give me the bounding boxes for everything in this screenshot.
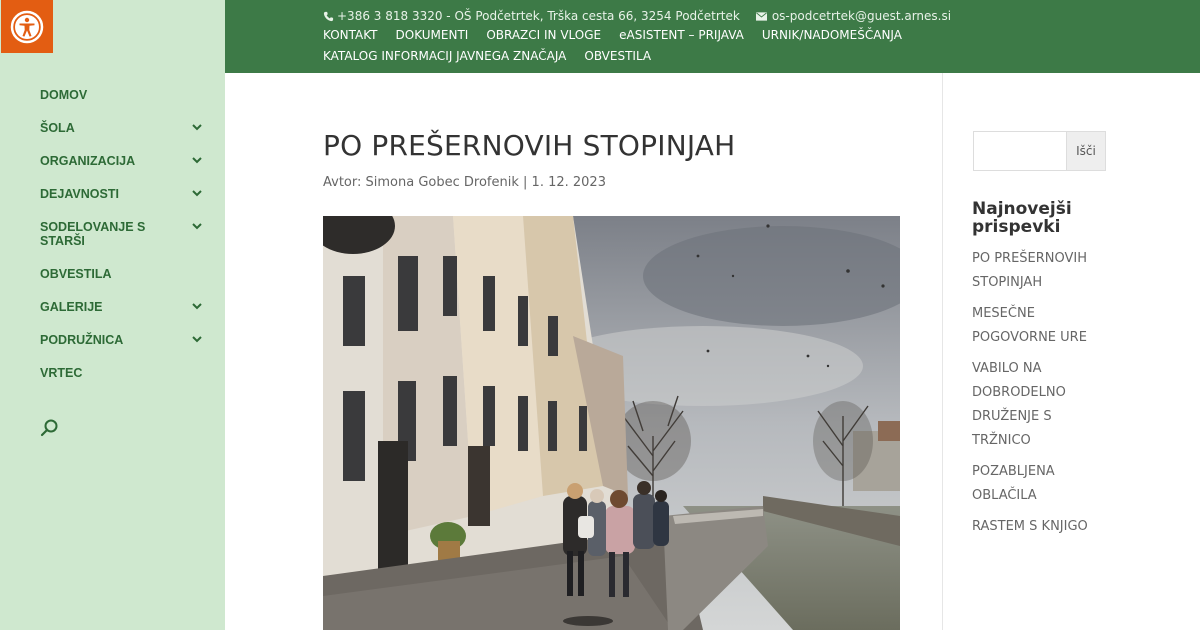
- chevron-down-icon[interactable]: [191, 333, 203, 345]
- sidebar-item[interactable]: [40, 267, 210, 281]
- top-menu-link[interactable]: URNIK/NADOMEŠČANJA: [761, 28, 902, 42]
- sidebar-item[interactable]: [40, 333, 210, 347]
- recent-post-link[interactable]: PO PREŠERNOVIH STOPINJAH: [972, 251, 1088, 290]
- phone-text: +386 3 818 3320 - OŠ Podčetrtek, Trška cesta 66, 3254 Podčetrtek: [337, 9, 740, 23]
- accessibility-icon: [10, 10, 44, 44]
- meta-separator: |: [523, 175, 528, 190]
- sidebar-item-label: OBVESTILA: [40, 267, 112, 281]
- recent-post-link[interactable]: RASTEM S KNJIGO: [972, 519, 1088, 534]
- chevron-down-icon[interactable]: [191, 220, 203, 232]
- sidebar-item-label: DOMOV: [40, 88, 88, 102]
- accessibility-button[interactable]: [1, 0, 53, 53]
- post-featured-image[interactable]: [323, 216, 900, 630]
- sidebar: [0, 0, 225, 630]
- email-icon: [756, 12, 767, 21]
- sidebar-item-label: VRTEC: [40, 366, 83, 380]
- sidebar-item[interactable]: [40, 187, 210, 201]
- recent-post-link[interactable]: POZABLJENA OBLAČILA: [972, 464, 1055, 503]
- top-menu-link[interactable]: DOKUMENTI: [395, 28, 469, 42]
- post-author-link[interactable]: Simona Gobec Drofenik: [365, 175, 519, 190]
- search-button[interactable]: Išči: [1066, 132, 1105, 170]
- sidebar-item-label: DEJAVNOSTI: [40, 187, 119, 201]
- street-photo: [323, 216, 900, 630]
- post-meta: [323, 175, 606, 190]
- top-menu-link[interactable]: OBVESTILA: [584, 49, 652, 63]
- top-menu-link[interactable]: OBRAZCI IN VLOGE: [486, 28, 602, 42]
- top-menu-link[interactable]: KONTAKT: [323, 28, 378, 42]
- sidebar-search-form: [973, 131, 1106, 171]
- recent-posts-title: Najnovejši prispevki: [972, 199, 1072, 237]
- top-header: [225, 0, 1200, 73]
- recent-posts-list: [972, 247, 1107, 546]
- meta-prefix: Avtor:: [323, 175, 362, 190]
- recent-post-link[interactable]: VABILO NA DOBRODELNO DRUŽENJE S TRŽNICO: [972, 361, 1066, 448]
- sidebar-item[interactable]: [40, 366, 210, 380]
- sidebar-item-label: GALERIJE: [40, 300, 103, 314]
- sidebar-item-label: ORGANIZACIJA: [40, 154, 136, 168]
- sidebar-item[interactable]: [40, 88, 210, 102]
- recent-post-link[interactable]: MESEČNE POGOVORNE URE: [972, 306, 1087, 345]
- chevron-down-icon[interactable]: [191, 121, 203, 133]
- search-input[interactable]: [974, 132, 1066, 170]
- chevron-down-icon[interactable]: [191, 187, 203, 199]
- phone-icon: [323, 11, 334, 22]
- sidebar-item-label: SODELOVANJE S STARŠI: [40, 220, 146, 248]
- sidebar-item[interactable]: [40, 121, 210, 135]
- post-date: 1. 12. 2023: [531, 175, 606, 190]
- sidebar-item-label: PODRUŽNICA: [40, 333, 124, 347]
- search-icon[interactable]: [40, 418, 60, 438]
- content-divider: [942, 73, 943, 630]
- post-title: PO PREŠERNOVIH STOPINJAH: [323, 129, 736, 162]
- sidebar-item[interactable]: [40, 154, 210, 168]
- chevron-down-icon[interactable]: [191, 154, 203, 166]
- contact-info: [323, 8, 951, 24]
- sidebar-item-label: ŠOLA: [40, 121, 75, 135]
- sidebar-item[interactable]: [40, 220, 210, 248]
- sidebar-item[interactable]: [40, 300, 210, 314]
- top-menu-link[interactable]: eASISTENT – PRIJAVA: [619, 28, 744, 42]
- email-link[interactable]: os-podcetrtek@guest.arnes.si: [771, 9, 952, 23]
- top-menu-link[interactable]: KATALOG INFORMACIJ JAVNEGA ZNAČAJA: [323, 49, 567, 63]
- chevron-down-icon[interactable]: [191, 300, 203, 312]
- top-menu: [323, 27, 943, 64]
